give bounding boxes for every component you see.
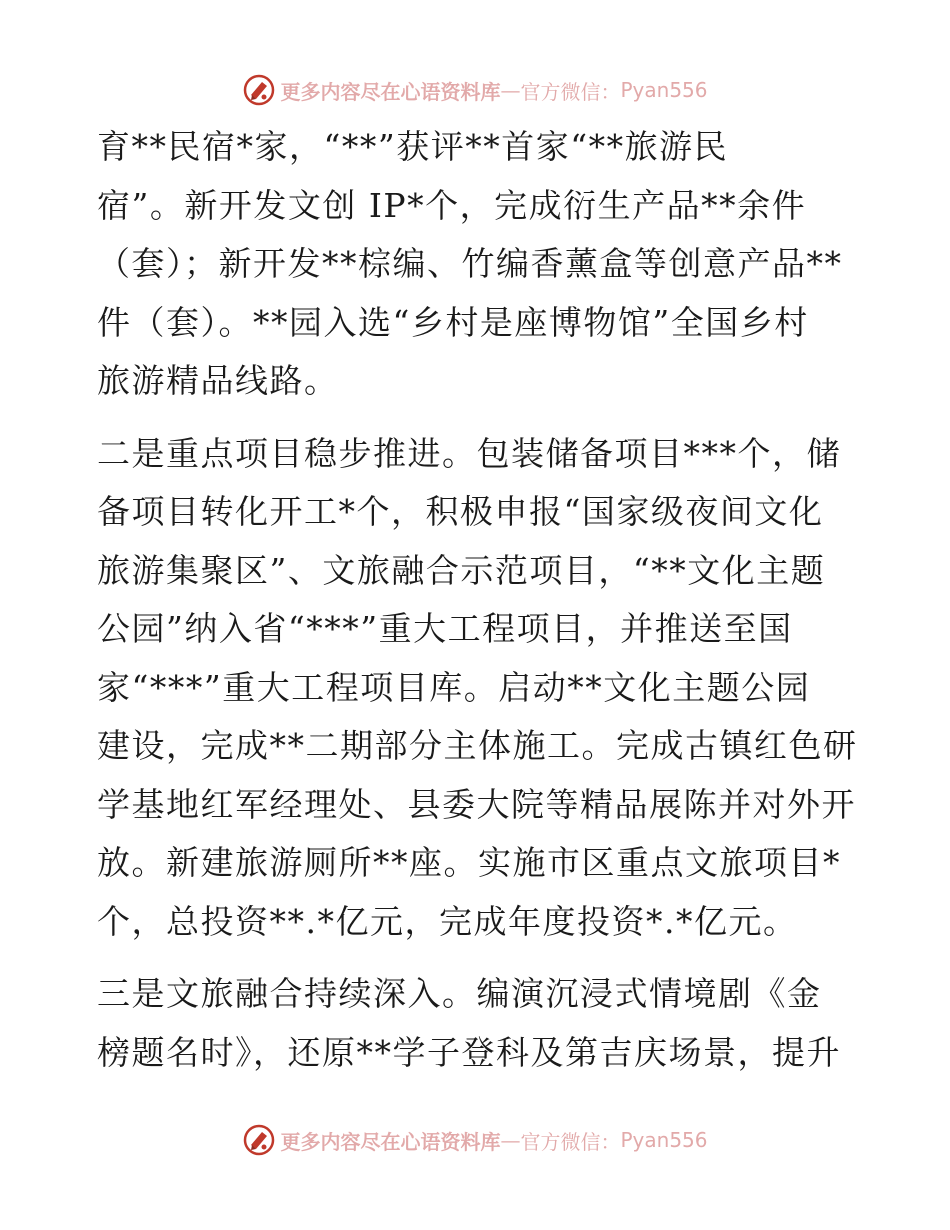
document-body <box>97 118 857 1082</box>
watermark-main-text: 更多内容尽在心语资料库 <box>280 79 501 104</box>
text-line: 榜题名时》，还原**学子登科及第吉庆场景，提升 <box>97 1032 841 1072</box>
text-line: 件（套）。**园入选“乡村是座博物馆”全国乡村 <box>97 302 809 342</box>
brand-logo-icon <box>242 1123 276 1157</box>
text-line: 备项目转化开工*个，积极申报“国家级夜间文化 <box>97 492 824 531</box>
watermark-separator: — <box>500 1128 521 1152</box>
text-line: 个，总投资**.*亿元，完成年度投资*.*亿元。 <box>97 901 798 941</box>
text-line: 家“***”重大工程项目库。启动**文化主题公园 <box>97 667 811 707</box>
text-line: 放。新建旅游厕所**座。实施市区重点文旅项目* <box>97 843 841 882</box>
text-line: 三是文旅融合持续深入。编演沉浸式情境剧《金 <box>97 974 822 1013</box>
paragraph-continuation <box>97 118 857 411</box>
watermark-wechat-label: 官方微信： <box>520 79 621 104</box>
paragraph-key-projects <box>97 425 857 952</box>
brand-logo-icon <box>242 73 276 107</box>
text-line: 建设，完成**二期部分主体施工。完成古镇红色研 <box>97 726 858 765</box>
watermark-main-text: 更多内容尽在心语资料库 <box>280 1129 501 1154</box>
text-line: （套）；新开发**棕编、竹编香薰盒等创意产品** <box>97 244 843 283</box>
text-line: 育**民宿*家，“**”获评**首家“**旅游民 <box>97 127 729 166</box>
watermark-wechat-id: Pyan556 <box>620 78 708 102</box>
text-line: 学基地红军经理处、县委大院等精品展陈并对外开 <box>97 784 856 824</box>
footer-watermark <box>0 1120 950 1160</box>
watermark-separator: — <box>500 78 521 102</box>
paragraph-culture-tourism <box>97 965 857 1082</box>
text-line: 二是重点项目稳步推进。包装储备项目***个，储 <box>97 433 841 473</box>
text-line: 公园”纳入省“***”重大工程项目，并推送至国 <box>97 609 793 648</box>
watermark-wechat-label: 官方微信： <box>520 1129 621 1154</box>
text-line: 旅游集聚区”、文旅融合示范项目，“**文化主题 <box>97 550 826 590</box>
header-watermark <box>0 70 950 110</box>
watermark-wechat-id: Pyan556 <box>620 1128 708 1152</box>
text-line: 旅游精品线路。 <box>97 361 339 400</box>
text-line: 宿”。新开发文创 IP*个，完成衍生产品**余件 <box>97 185 807 225</box>
